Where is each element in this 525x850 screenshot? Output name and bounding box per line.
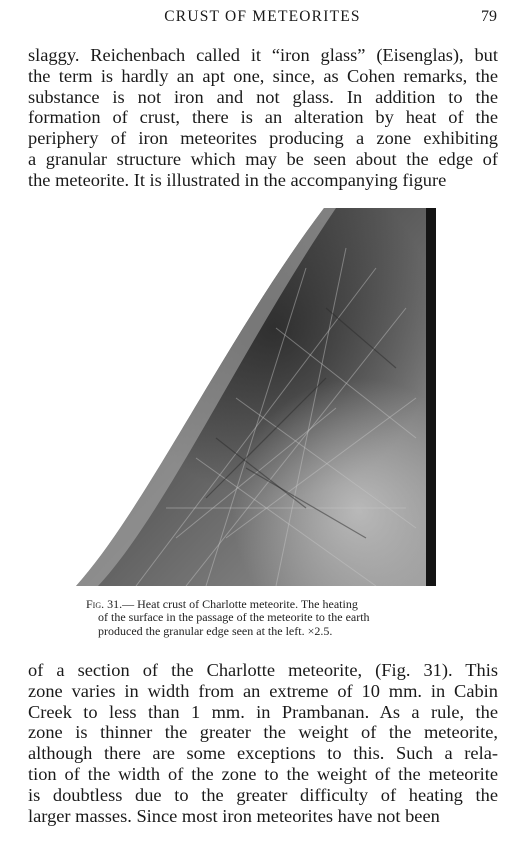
text-line: of a section of the Charlotte meteorite, (Fig. 31). This bbox=[28, 660, 498, 680]
text-line: zone varies in width from an extreme of 10 mm. in Cabin bbox=[28, 680, 498, 701]
text-line: Creek to less than 1 mm. in Prambanan. As a rule, the bbox=[28, 701, 498, 722]
text-line: a granular structure which may be seen about the edge of bbox=[28, 148, 498, 169]
caption-line: produced the granular edge seen at the left. ×2.5. bbox=[98, 623, 333, 638]
text-line: the meteorite. It is illustrated in the accompanying figure bbox=[28, 169, 447, 190]
text-line: zone is thinner the greater the weight of the meteorite, bbox=[28, 722, 498, 743]
text-line: is doubtless due to the greater difficulty of heating the bbox=[28, 784, 498, 805]
caption-line: of the surface in the passage of the meteorite to the earth bbox=[98, 610, 370, 625]
page-number: 79 bbox=[481, 8, 497, 25]
caption-label: Fig. 31. bbox=[86, 597, 123, 611]
page-header bbox=[0, 8, 525, 32]
text-line: formation of crust, there is an alteration by heat of the bbox=[28, 107, 498, 128]
caption-line bbox=[86, 598, 446, 611]
meteorite-section-photograph bbox=[76, 208, 438, 586]
text-line: substance is not iron and not glass. In addition to the bbox=[28, 86, 498, 107]
running-title: CRUST OF METEORITES bbox=[164, 8, 361, 25]
caption-text: — Heat crust of Charlotte meteorite. The heating bbox=[122, 597, 358, 611]
text-line: tion of the width of the zone to the weight of the meteorite bbox=[28, 763, 498, 784]
figure-caption bbox=[86, 598, 446, 638]
text-line: periphery of iron meteorites producing a zone exhibiting bbox=[28, 128, 498, 149]
body-paragraph-2 bbox=[28, 660, 498, 826]
text-line: slaggy. Reichenbach called it “iron glass” (Eisenglas), but bbox=[28, 45, 498, 65]
text-line: larger masses. Since most iron meteorites have not been bbox=[28, 805, 440, 826]
text-line: although there are some exceptions to this. Such a rela- bbox=[28, 743, 498, 764]
text-line: the term is hardly an apt one, since, as Cohen remarks, the bbox=[28, 65, 498, 86]
body-paragraph-1 bbox=[28, 45, 498, 191]
